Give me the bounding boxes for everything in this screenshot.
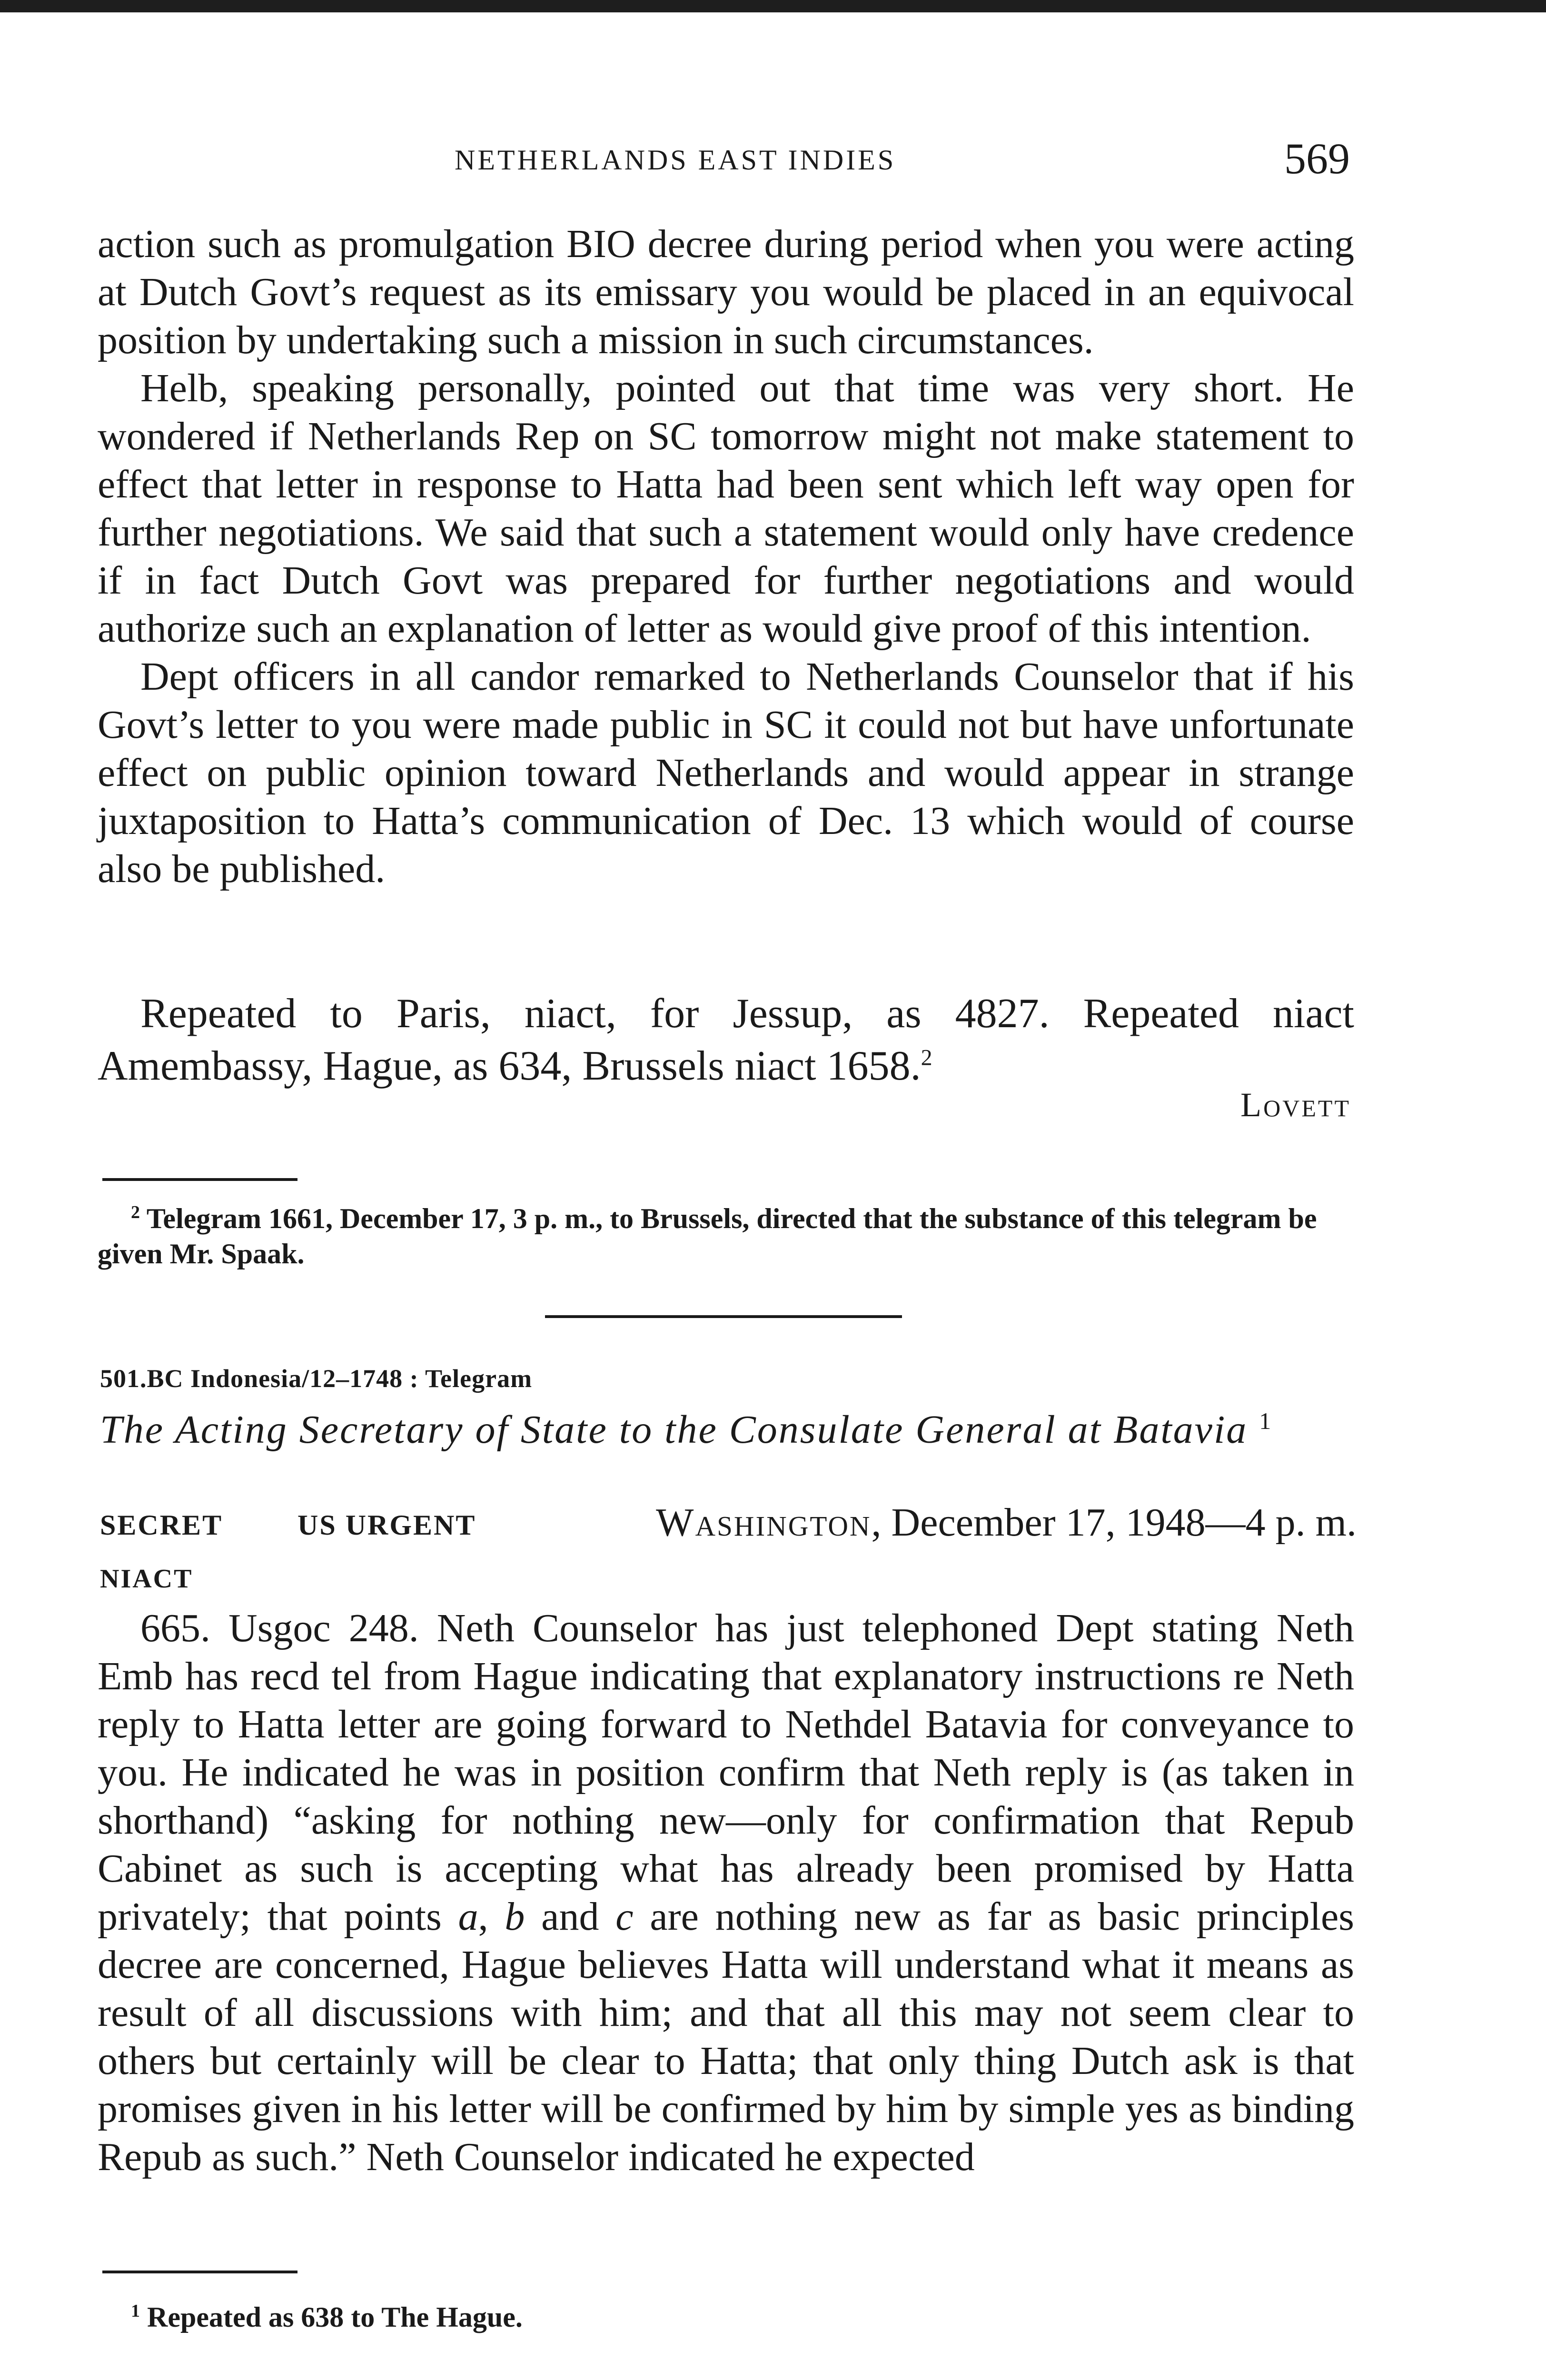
separator: ,: [478, 1894, 505, 1939]
dateline-date: , December 17, 1948—4 p. m.: [871, 1500, 1357, 1545]
repeated-to-paragraph: [98, 988, 1354, 1092]
body-text-end: are nothing new as far as basic principles decree are concerned, Hague believes Hatta will understand what it means as result of all discussions with him; and that all this may not seem clear to others but certainly will be clear to Hatta; that only thing Dutch ask is that promises given in his letter will be confirmed by him by simple yes as binding Repub as such.” Neth Counselor indicated he expected: [98, 1894, 1354, 2179]
document-title: [100, 1407, 1357, 1453]
document-separator: [545, 1315, 902, 1318]
paragraph: Helb, speaking personally, pointed out that time was very short. He wondered if Netherlands Rep on SC tomorrow might not make statement to effect that letter in response to Hatta had been sent which left way open for further negotiations. We said that such a statement would only have credence if in fact Dutch Govt was prepared for further negotiations and would authorize such an explanation of letter as would give proof of this intention.: [98, 366, 1354, 651]
footnote-2: [98, 1195, 1354, 1271]
continued-telegram-body: [98, 220, 1354, 893]
paragraph: [98, 1604, 1354, 2181]
footnote-rule: [102, 1178, 297, 1181]
point-b: b: [505, 1894, 525, 1939]
running-head: NETHERLANDS EAST INDIES: [455, 144, 896, 176]
footnote-text: Telegram 1661, December 17, 3 p. m., to Brussels, directed that the substance of this telegram be given Mr. Spaak.: [98, 1203, 1317, 1269]
signature: Lovett: [1240, 1086, 1351, 1124]
classification-row: [100, 1499, 1357, 1547]
repeated-text: Repeated to Paris, niact, for Jessup, as 4827. Repeated niact Amembassy, Hague, as 634, Brussels niact 1658.: [98, 991, 1354, 1089]
telegram-665-body: [98, 1604, 1354, 2181]
page-number: 569: [1284, 134, 1350, 183]
point-c: c: [615, 1894, 634, 1939]
paragraph: Dept officers in all candor remarked to Netherlands Counselor that if his Govt’s letter to you were made public in SC it could not but have unfortunate effect on public opinion toward Netherlands and would appear in strange juxtaposition to Hatta’s communication of Dec. 13 which would of course also be published.: [98, 654, 1354, 891]
separator: and: [525, 1894, 616, 1939]
footnote-rule: [102, 2271, 297, 2273]
body-text-start: 665. Usgoc 248. Neth Counselor has just telephoned Dept stating Neth Emb has recd tel from Hague indicating that explanatory instructions re Neth reply to Hatta letter are going forward to Nethdel Batavia for conveyance to you. He indicated he was in position confirm that Neth reply is (as taken in shorthand) “asking for nothing new—only for confirmation that Repub Cabinet as such is accepting what has already been promised by Hatta privately; that points: [98, 1606, 1354, 1939]
document-title-text: The Acting Secretary of State to the Consulate General at Batavia: [100, 1408, 1248, 1452]
scan-top-border: [0, 0, 1546, 12]
footnote-1: [98, 2293, 1354, 2335]
footnote-marker: 1: [131, 2301, 140, 2321]
point-a: a: [458, 1894, 478, 1939]
footnote-ref-2: 2: [921, 1045, 932, 1071]
footnote-text: Repeated as 638 to The Hague.: [147, 2301, 523, 2333]
dateline: [656, 1499, 1357, 1546]
classification-niact: NIACT: [100, 1564, 193, 1594]
footnote-ref-1: 1: [1259, 1408, 1273, 1434]
page-header: [0, 133, 1546, 190]
paragraph: action such as promulgation BIO decree during period when you were acting at Dutch Govt’s request as its emissary you would be placed in an equivocal position by undertaking such a mission in such circumstances.: [98, 222, 1354, 362]
file-reference: 501.BC Indonesia/12–1748 : Telegram: [100, 1364, 533, 1393]
paragraph: [98, 988, 1354, 1092]
precedence-urgent: US URGENT: [297, 1509, 476, 1541]
dateline-place: Washington: [656, 1500, 872, 1545]
footnote-marker: 2: [131, 1202, 140, 1222]
classification-secret: SECRET: [100, 1509, 223, 1541]
